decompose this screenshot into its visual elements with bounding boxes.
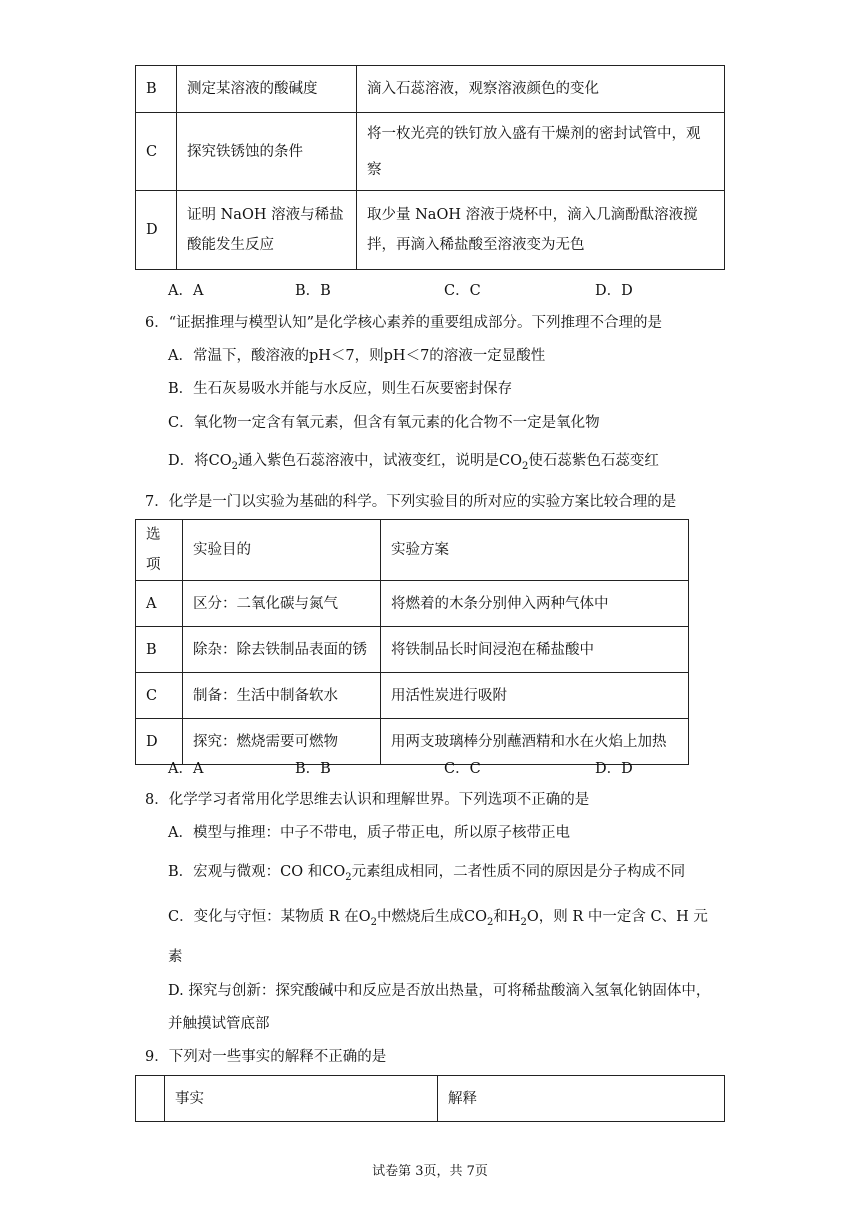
option-a: A．A [168, 283, 204, 299]
option-b: B．B [295, 761, 331, 777]
table-header-row [136, 1076, 725, 1122]
q7-table [135, 519, 689, 765]
goal-cell: 测定某溶液的酸碱度 [177, 66, 357, 113]
goal-cell: 除杂：除去铁制品表面的锈 [183, 627, 381, 673]
q7-options [168, 757, 633, 778]
header-goal: 实验目的 [183, 520, 381, 581]
option-d: D．D [595, 283, 633, 299]
q8-option-d: D. 探究与创新：探究酸碱中和反应是否放出热量，可将稀盐酸滴入氢氧化钠固体中， [168, 983, 711, 999]
q6-option-b: B．生石灰易吸水并能与水反应，则生石灰要密封保存 [168, 381, 513, 397]
option-cell: B [136, 66, 177, 113]
plan-cell: 用活性炭进行吸附 [381, 673, 689, 719]
q8-option-c-cont: 素 [168, 949, 183, 965]
option-cell: B [136, 627, 183, 673]
page-footer: 试卷第 3页，共 7页 [372, 1164, 488, 1179]
table-row [136, 113, 725, 191]
header-fact: 事实 [165, 1076, 438, 1122]
option-c: C．C [444, 283, 481, 299]
top-table [135, 65, 725, 270]
option-cell: A [136, 581, 183, 627]
option-a: A．A [168, 761, 204, 777]
q8-stem: 8．化学学习者常用化学思维去认识和理解世界。下列选项不正确的是 [145, 792, 590, 808]
table-row [136, 673, 689, 719]
header-option: 选项 [136, 520, 183, 581]
header-explain: 解释 [438, 1076, 725, 1122]
q9-stem: 9．下列对一些事实的解释不正确的是 [145, 1049, 387, 1065]
q6-option-c: C．氧化物一定含有氧元素，但含有氧元素的化合物不一定是氧化物 [168, 415, 600, 431]
goal-cell: 区分：二氧化碳与氮气 [183, 581, 381, 627]
q5-options [168, 279, 633, 300]
option-cell: C [136, 673, 183, 719]
header-plan: 实验方案 [381, 520, 689, 581]
q8-option-c: C．变化与守恒：某物质 R 在$O_2$中燃烧后生成$CO_2$和$H_2O$，则 R 中一定含 C、H 元 [168, 909, 708, 928]
goal-cell: 探究铁锈蚀的条件 [177, 113, 357, 191]
plan-cell: 将一枚光亮的铁钉放入盛有干燥剂的密封试管中，观察 [357, 113, 725, 191]
table-header-row [136, 520, 689, 581]
q6-option-d: D．将$CO_2$通入紫色石蕊溶液中，试液变红，说明是$CO_2$使石蕊紫色石蕊变红 [168, 453, 659, 472]
q8-option-a: A．模型与推理：中子不带电，质子带正电，所以原子核带正电 [168, 825, 570, 841]
goal-cell: 制备：生活中制备软水 [183, 673, 381, 719]
plan-cell: 用两支玻璃棒分别蘸酒精和水在火焰上加热 [381, 719, 689, 765]
option-b: B．B [295, 283, 331, 299]
q9-table [135, 1075, 725, 1122]
plan-cell: 滴入石蕊溶液，观察溶液颜色的变化 [357, 66, 725, 113]
q6-stem: 6．“证据推理与模型认知”是化学核心素养的重要组成部分。下列推理不合理的是 [145, 315, 663, 331]
header-blank [136, 1076, 165, 1122]
q8-option-d-cont: 并触摸试管底部 [168, 1016, 270, 1032]
goal-cell: 证明 NaOH 溶液与稀盐酸能发生反应 [177, 191, 357, 270]
q6-option-a: A．常温下，酸溶液的pH＜7，则pH＜7的溶液一定显酸性 [168, 348, 546, 364]
option-cell: D [136, 191, 177, 270]
option-c: C．C [444, 761, 481, 777]
table-row [136, 66, 725, 113]
goal-cell: 探究：燃烧需要可燃物 [183, 719, 381, 765]
option-cell: D [136, 719, 183, 765]
table-row [136, 627, 689, 673]
plan-cell: 将燃着的木条分别伸入两种气体中 [381, 581, 689, 627]
q8-option-b: B．宏观与微观：CO 和$CO_2$元素组成相同，二者性质不同的原因是分子构成不同 [168, 864, 686, 883]
plan-cell: 将铁制品长时间浸泡在稀盐酸中 [381, 627, 689, 673]
plan-cell: 取少量 NaOH 溶液于烧杯中，滴入几滴酚酞溶液搅拌，再滴入稀盐酸至溶液变为无色 [357, 191, 725, 270]
q7-stem: 7．化学是一门以实验为基础的科学。下列实验目的所对应的实验方案比较合理的是 [145, 494, 677, 510]
table-row [136, 581, 689, 627]
table-row [136, 191, 725, 270]
option-cell: C [136, 113, 177, 191]
option-d: D．D [595, 761, 633, 777]
